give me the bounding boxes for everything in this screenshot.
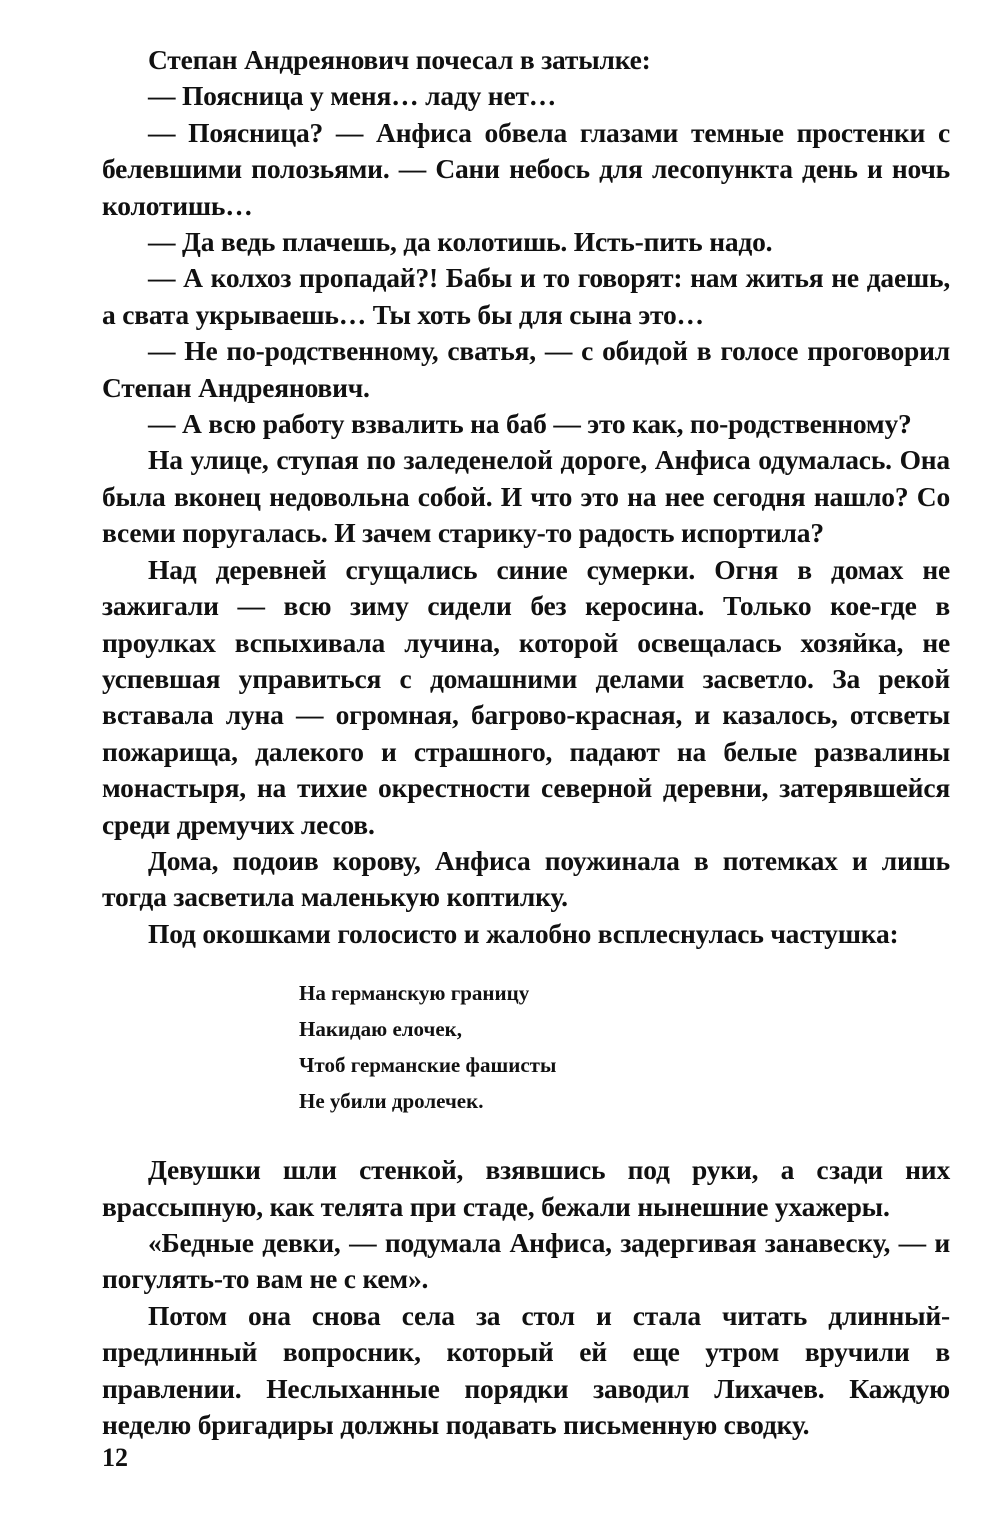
paragraph-9: Над деревней сгущались синие сумерки. Огня в домах не зажигали — всю зиму сидели без керосина. Только кое-где в проулках вспыхивала лучина, которой освещалась хозяйка, не успевшая управиться с домашними делами засветло. За рекой вставала луна — огромная, багрово-красная, и казалось, отсветы пожарища, далекого и страшного, падают на белые развалины монастыря, на тихие окрестности северной деревни, затерявшейся среди дремучих лесов. bbox=[102, 553, 950, 840]
chastushka-poem bbox=[299, 975, 950, 1119]
poem-line-2: Накидаю елочек, bbox=[299, 1017, 463, 1042]
paragraph-14: Потом она снова села за стол и стала читать длинный-предлинный вопросник, который ей еще утром вручили в правлении. Неслыханные порядки заводил Лихачев. Каждую неделю бригадиры должны подавать письменную сводку. bbox=[102, 1299, 950, 1440]
paragraph-8: На улице, ступая по заледенелой дороге, Анфиса одумалась. Она была вконец недовольна собой. И что это на нее сегодня нашло? Со всеми поругалась. И зачем старику-то радость испортила? bbox=[102, 444, 950, 549]
paragraph-3: — Поясница? — Анфиса обвела глазами темные простенки с белевшими полозьями. — Сани небось для лесопункта день и ночь колотишь… bbox=[102, 116, 950, 221]
paragraph-10: Дома, подоив корову, Анфиса поужинала в потемках и лишь тогда засветила маленькую коптилку. bbox=[102, 844, 950, 913]
poem-line-3: Чтоб германские фашисты bbox=[299, 1053, 557, 1078]
paragraph-11: Под окошками голосисто и жалобно всплеснулась частушка: bbox=[148, 917, 899, 949]
paragraph-12: Девушки шли стенкой, взявшись под руки, а сзади них врассыпную, как телята при стаде, бежали нынешние ухажеры. bbox=[102, 1154, 950, 1222]
paragraph-7: — А всю работу взвалить на баб — это как, по-родственному? bbox=[148, 408, 912, 440]
paragraph-4: — Да ведь плачешь, да колотишь. Исть-пить надо. bbox=[148, 226, 773, 258]
paragraph-2: — Поясница у меня… ладу нет… bbox=[148, 80, 557, 112]
paragraph-6: — Не по-родственному, сватья, — с обидой в голосе проговорил Степан Андреянович. bbox=[102, 335, 950, 403]
page-number: 12 bbox=[102, 1443, 128, 1472]
book-page bbox=[102, 42, 950, 1443]
paragraph-1: Степан Андреянович почесал в затылке: bbox=[148, 44, 651, 75]
paragraph-5: — А колхоз пропадай?! Бабы и то говорят: нам житья не даешь, а свата укрываешь… Ты хоть бы для сына это… bbox=[102, 262, 950, 330]
poem-line-1: На германскую границу bbox=[299, 981, 530, 1006]
poem-line-4: Не убили дролечек. bbox=[299, 1089, 484, 1114]
paragraph-13: «Бедные девки, — подумала Анфиса, задергивая занавеску, — и погулять-то вам не с кем». bbox=[102, 1226, 950, 1295]
